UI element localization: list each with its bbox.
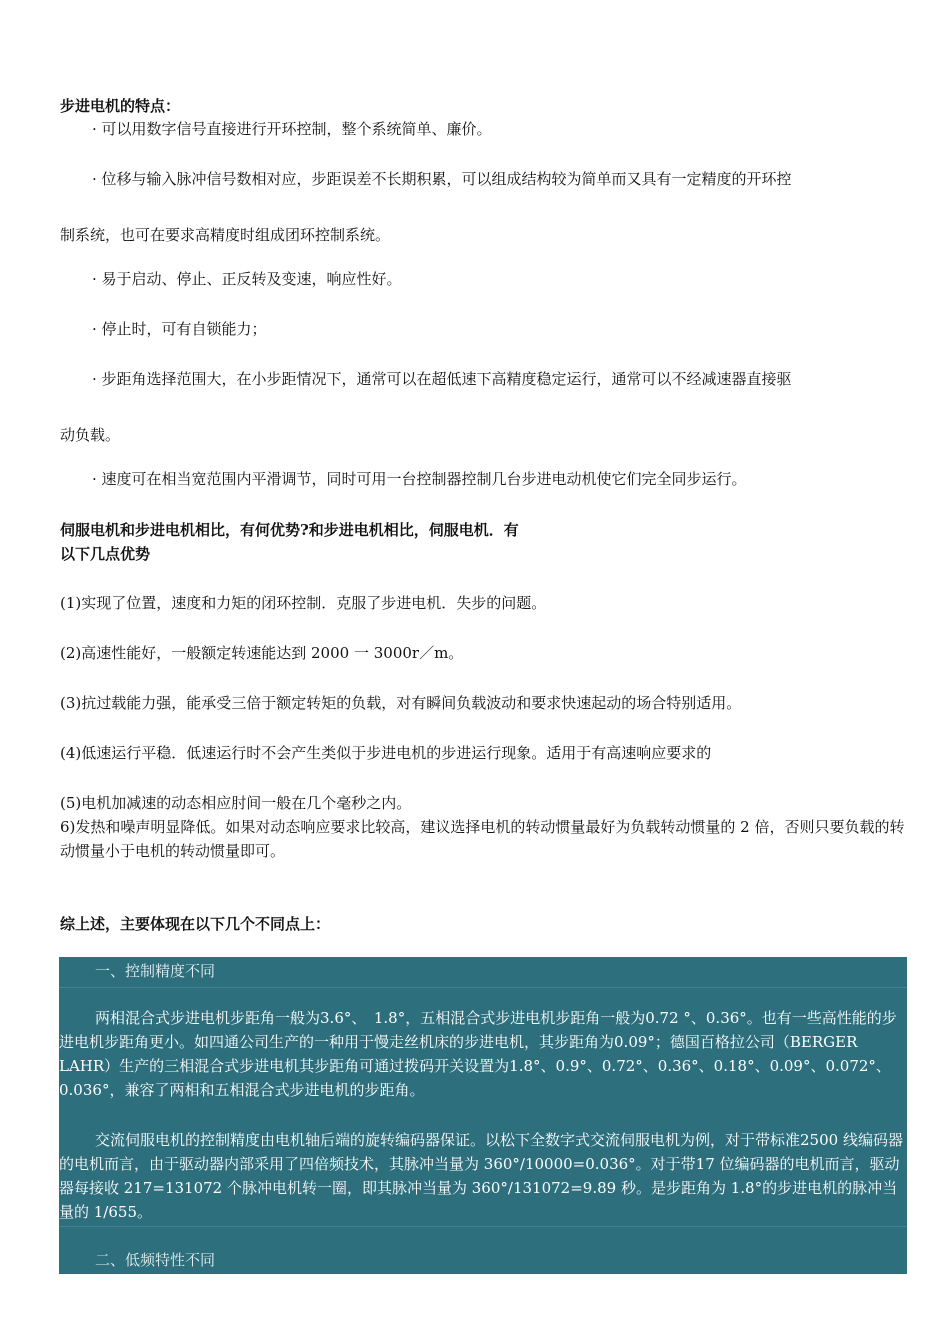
stepper-item-1: · 可以用数字信号直接进行开环控制，整个系统简单、廉价。: [92, 120, 492, 138]
servo-heading-line-2: 以下几点优势: [60, 545, 151, 563]
servo-advantage-1: (1)实现了位置，速度和力矩的闭环控制．克服了步进电机．失步的问题。: [60, 594, 547, 612]
section-1-paragraph-1: 两相混合式步进电机步距角一般为3.6°、 1.8°，五相混合式步进电机步距角一般为0.72 °、0.36°。也有一些高性能的步进电机步距角更小。如四通公司生产的一种用于慢走丝机床的步进电机，其步距角为0.09°；德国百格拉公司（BERGER LAHR）生产的三相混合式步进电机其步距角可通过拨码开关设置为1.8°、0.9°、0.72°、0.36°、0.18°、0.09°、0.072°、0.036°，兼容了两相和五相混合式步进电机的步距角。: [59, 1009, 897, 1099]
stepper-heading: 步进电机的特点：: [60, 97, 181, 115]
summary-heading: 综上述，主要体现在以下几个不同点上：: [60, 915, 331, 933]
stepper-item-5-line-2: 动负载。: [60, 426, 121, 444]
panel-divider: [59, 1226, 907, 1227]
stepper-item-6: · 速度可在相当宽范围内平滑调节，同时可用一台控制器控制几台步进电动机使它们完全同步运行。: [92, 470, 747, 488]
servo-advantage-4: (4)低速运行平稳．低速运行时不会产生类似于步进电机的步进运行现象。适用于有高速响应要求的: [60, 744, 712, 762]
servo-advantage-3: (3)抗过载能力强，能承受三倍于额定转矩的负载，对有瞬间负载波动和要求快速起动的场合特别适用。: [60, 694, 742, 712]
stepper-item-5-line-1: · 步距角选择范围大，在小步距情况下，通常可以在超低速下高精度稳定运行，通常可以不经减速器直接驱: [92, 370, 792, 388]
section-1-paragraph-2: 交流伺服电机的控制精度由电机轴后端的旋转编码器保证。以松下全数字式交流伺服电机为例，对于带标准2500 线编码器的电机而言，由于驱动器内部采用了四倍频技术，其脉冲当量为 360°/10000=0.036°。对于带17 位编码器的电机而言，驱动器每接收 217=131072 个脉冲电机转一圈，即其脉冲当量为 360°/131072=9.89 秒。是步距角为 1.8°的步进电机的脉冲当量的 1/655。: [59, 1131, 903, 1221]
servo-heading-line-1: 伺服电机和步进电机相比，有何优势?和步进电机相比，伺服电机．有: [60, 521, 519, 539]
servo-advantage-5: (5)电机加减速的动态相应肘间一般在几个毫秒之内。: [60, 794, 412, 812]
summary-panel: [59, 957, 907, 1274]
section-2-title: 二、低频特性不同: [95, 1251, 216, 1269]
panel-divider: [59, 987, 907, 988]
stepper-item-2-line-1: · 位移与输入脉冲信号数相对应，步距误差不长期积累，可以组成结构较为简单而又具有一定精度的开环控: [92, 170, 792, 188]
servo-advantage-2: (2)高速性能好，一般额定转速能达到 2000 一 3000r／m。: [60, 644, 464, 662]
section-1-title: 一、控制精度不同: [95, 962, 216, 980]
stepper-item-3: · 易于启动、停止、正反转及变速，响应性好。: [92, 270, 402, 288]
servo-advantage-6: 6)发热和噪声明显降低。如果对动态响应要求比较高，建议选择电机的转动惯量最好为负载转动惯量的 2 倍，否则只要负载的转动惯量小于电机的转动惯量即可。: [60, 818, 905, 860]
stepper-item-2-line-2: 制系统，也可在要求高精度时组成团环控制系统。: [60, 226, 391, 244]
stepper-item-4: · 停止时，可有自锁能力；: [92, 320, 267, 338]
